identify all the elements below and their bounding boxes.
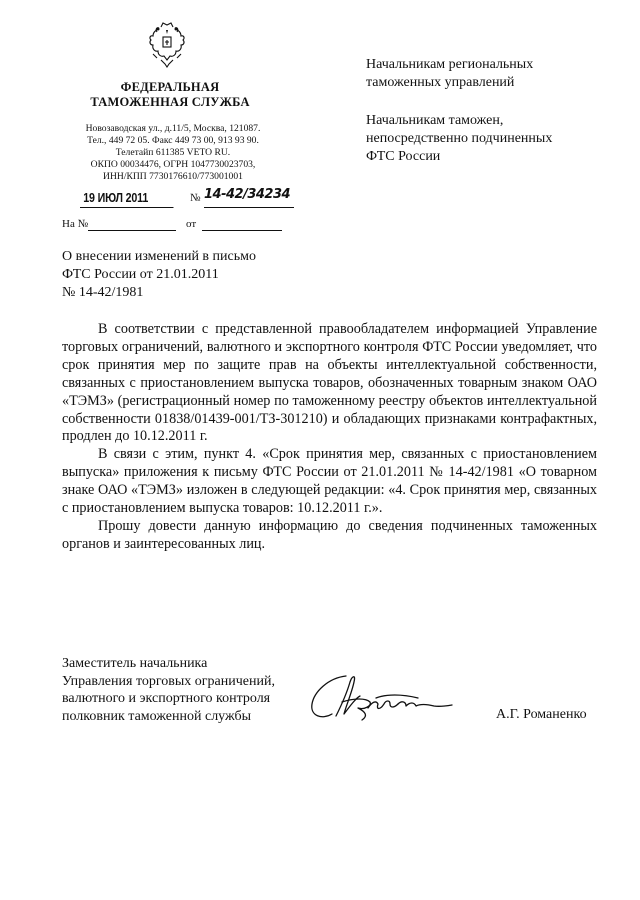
organization-contact-info: [62, 123, 284, 183]
subject-line-1: О внесении изменений в письмо: [62, 249, 256, 264]
letter-body: [62, 321, 597, 554]
handwritten-signature-icon: [306, 668, 456, 728]
signatory-line-3: валютного и экспортного контроля: [62, 691, 271, 706]
letter-subject: [62, 248, 322, 302]
org-info-inn: ИНН/КПП 7730176610/773001001: [103, 171, 243, 182]
reference-date-label: от: [186, 218, 197, 230]
signatory-line-1: Заместитель начальника: [62, 656, 208, 671]
registration-number: 14-42/34234: [204, 187, 294, 208]
addressee-line-3: Начальникам таможен,: [366, 113, 504, 128]
registration-line: [62, 187, 291, 210]
body-paragraph-1: В соответствии с представленной правообладателем информацией Управление торговых ограничений, валютного и экспортного контроля ФТС России уведомляет, что срок принятия мер по защите прав на объекты интеллектуальной собственности, связанных с приостановлением выпуска товаров, обозначенных товарным знаком ОАО «ТЭМЗ» (регистрационный номер по таможенному реестру объектов интеллектуальной собственности 01838/01439-001/ТЗ-301210) и обладающих признаками контрафактных, продлен до 10.12.2011 г.: [62, 321, 597, 445]
body-paragraph-2: В связи с этим, пункт 4. «Срок принятия мер, связанных с приостановлением выпуска» приложения к письму ФТС России от 21.01.2011 № 14-42/1981 «О товарном знаке ОАО «ТЭМЗ» изложен в следующей редакции: «4. Срок принятия мер, связанных с приостановлением выпуска товаров: 10.12.2011 г.».: [62, 446, 597, 517]
reference-line: [62, 218, 287, 232]
org-info-okpo: ОКПО 00034476, ОГРН 1047730023703,: [90, 159, 256, 170]
addressee-line-2: таможенных управлений: [366, 75, 515, 90]
signatory-position: [62, 655, 332, 725]
addressee-line-5: ФТС России: [366, 149, 441, 164]
organization-title: [70, 80, 270, 110]
signatory-line-4: полковник таможенной службы: [62, 708, 252, 724]
addressee-line-1: Начальникам региональных: [366, 57, 534, 72]
subject-line-2: ФТС России от 21.01.2011: [62, 267, 219, 282]
org-info-phone: Тел., 449 72 05. Факс 449 73 00, 913 93 90.: [87, 135, 259, 146]
registration-date: 19 ИЮЛ 2011: [80, 190, 173, 208]
body-paragraph-3: Прошу довести данную информацию до сведения подчиненных таможенных органов и заинтересованных лиц.: [62, 517, 597, 552]
org-title-line-2: ТАМОЖЕННАЯ СЛУЖБА: [90, 95, 250, 109]
reference-date-blank: [202, 230, 282, 231]
addressee-customs: [366, 112, 606, 166]
reference-number-label: На №: [62, 218, 89, 230]
addressee-regional: [366, 56, 606, 92]
org-title-line-1: ФЕДЕРАЛЬНАЯ: [120, 80, 220, 94]
subject-line-3: № 14-42/1981: [62, 285, 144, 300]
org-info-teletype: Телетайп 611385 VETO RU.: [115, 147, 231, 158]
addressee-line-4: непосредственно подчиненных: [366, 131, 553, 146]
double-headed-eagle-emblem-icon: [147, 20, 187, 70]
org-info-address: Новозаводская ул., д.11/5, Москва, 121087.: [85, 123, 261, 134]
signatory-name: А.Г. Романенко: [496, 707, 587, 722]
registration-number-label: №: [190, 192, 201, 204]
reference-number-blank: [88, 230, 176, 231]
signatory-line-2: Управления торговых ограничений,: [62, 673, 275, 689]
